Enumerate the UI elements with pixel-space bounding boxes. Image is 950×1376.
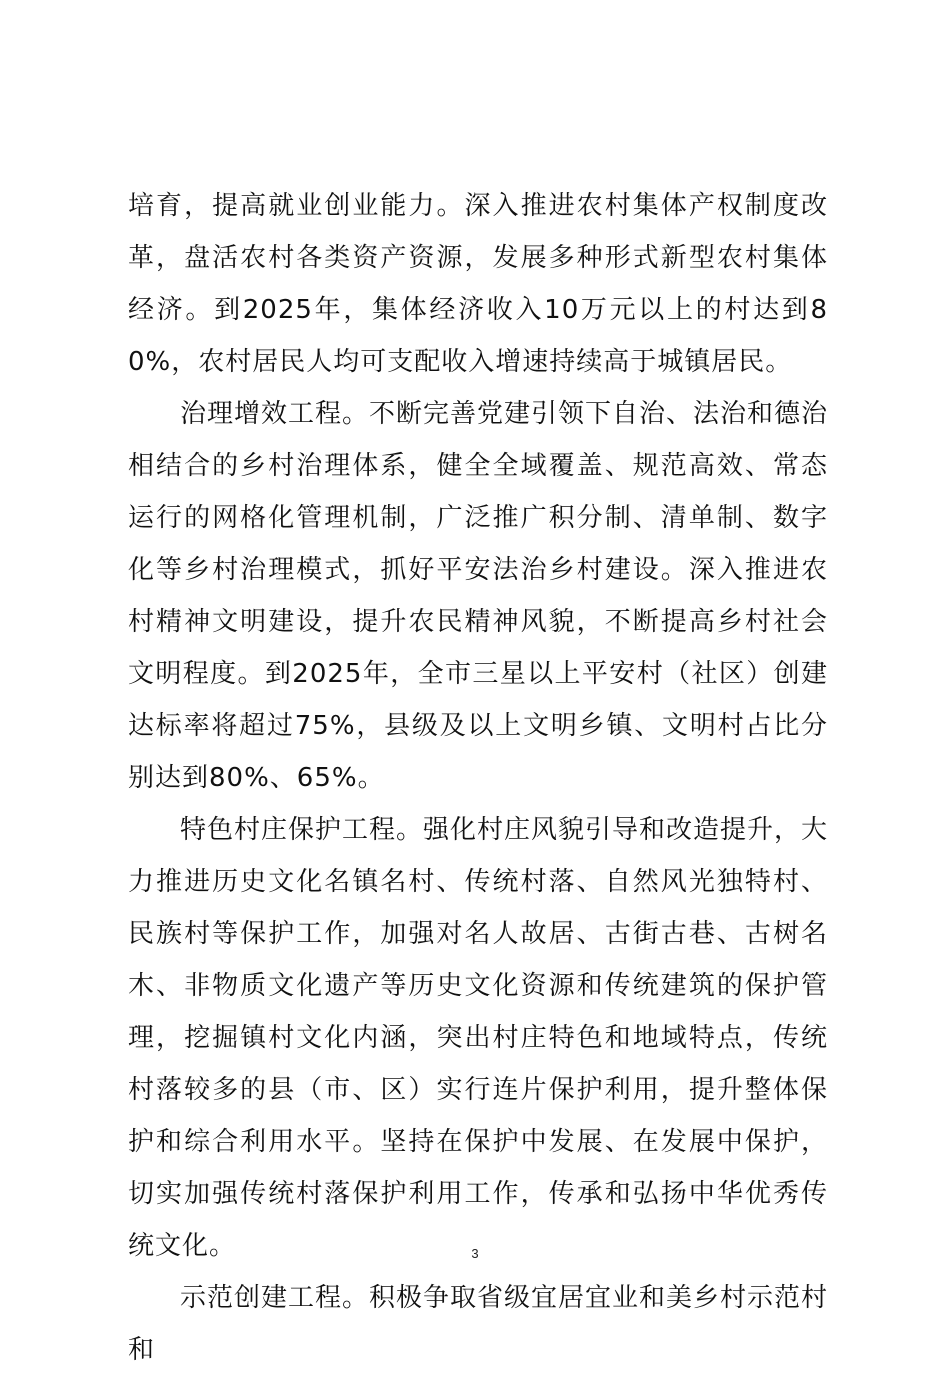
body-text [128, 180, 828, 1376]
paragraph-continued: 培育，提高就业创业能力。深入推进农村集体产权制度改革，盘活农村各类资产资源，发展多种形式新型农村集体经济。到2025年，集体经济收入10万元以上的村达到80%，农村居民人均可支配收入增速持续高于城镇居民。 [128, 191, 828, 377]
paragraph-village-protection: 特色村庄保护工程。强化村庄风貌引导和改造提升，大力推进历史文化名镇名村、传统村落、自然风光独特村、民族村等保护工作，加强对名人故居、古街古巷、古树名木、非物质文化遗产等历史文化资源和传统建筑的保护管理，挖掘镇村文化内涵，突出村庄特色和地域特点，传统村落较多的县（市、区）实行连片保护利用，提升整体保护和综合利用水平。坚持在保护中发展、在发展中保护，切实加强传统村落保护利用工作，传承和弘扬中华优秀传统文化。 [128, 815, 829, 1261]
paragraph-governance: 治理增效工程。不断完善党建引领下自治、法治和德治相结合的乡村治理体系，健全全域覆盖、规范高效、常态运行的网格化管理机制，广泛推广积分制、清单制、数字化等乡村治理模式，抓好平安法治乡村建设。深入推进农村精神文明建设，提升农民精神风貌，不断提高乡村社会文明程度。到2025年，全市三星以上平安村（社区）创建达标率将超过75%，县级及以上文明乡镇、文明村占比分别达到80%、65%。 [128, 399, 829, 793]
page-number: 3 [471, 1246, 479, 1261]
paragraph-demonstration: 示范创建工程。积极争取省级宜居宜业和美乡村示范村和 [128, 1283, 829, 1365]
